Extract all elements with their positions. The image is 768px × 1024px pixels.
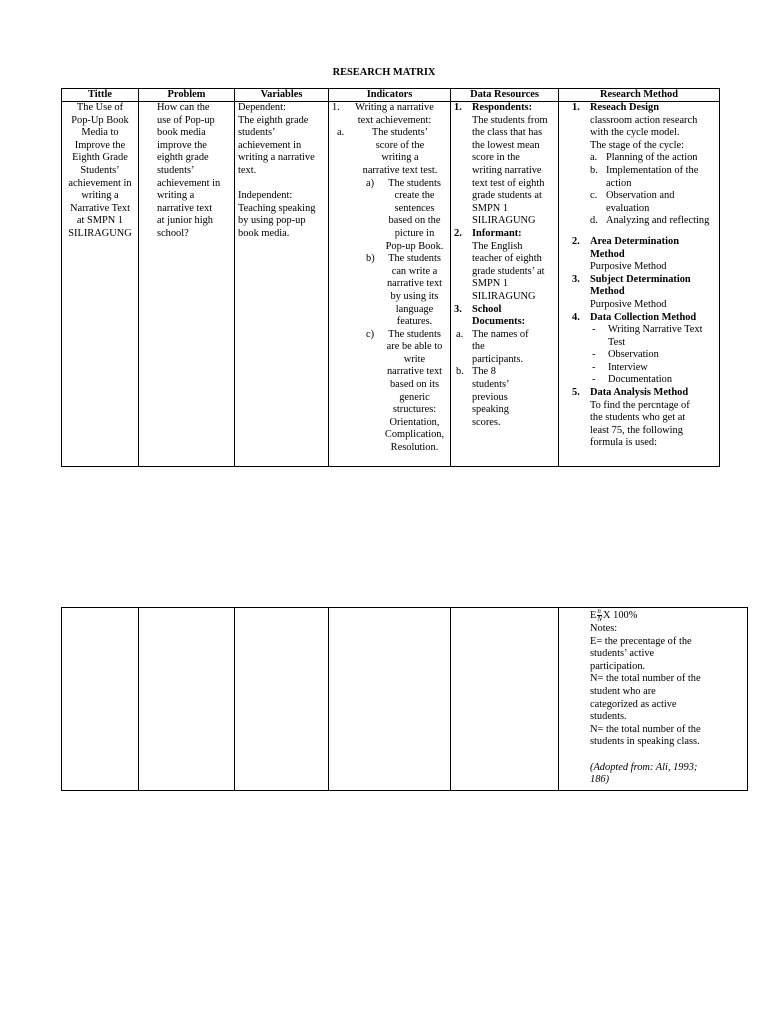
variables-cell (235, 102, 329, 467)
indicators-cell (329, 102, 451, 467)
header-row (62, 89, 720, 102)
source-citation: 186) (590, 774, 610, 786)
notes-line: students. (590, 711, 627, 723)
content-row (62, 102, 720, 467)
tittle-line: writing a (81, 190, 119, 202)
tittle-line: achievement in (68, 177, 132, 189)
notes-line: participation. (590, 660, 646, 672)
problem-line: at junior high (157, 215, 213, 227)
collection-item: - Observation (592, 349, 659, 361)
indicator-sub-b: b) The students can write a narrative text by using its language features. (366, 253, 443, 328)
problem-cell (139, 102, 235, 467)
method-collection: 4. Data Collection Method (572, 311, 697, 323)
formula-notes-cell (559, 608, 748, 791)
tittle-line: Improve the (74, 139, 126, 151)
variables-line: The eighth grade (238, 114, 309, 126)
empty-cell (451, 608, 559, 791)
problem-line: eighth grade (157, 152, 209, 164)
document-item-b: b. The 8 students’ previous speaking scores. (456, 366, 510, 428)
tittle-line: SILIRAGUNG (68, 227, 132, 239)
method-area: 2. Area Determination Method Purposive Method (572, 235, 679, 273)
variables-line: Independent: (238, 190, 293, 202)
stage-item: c. Observation and evaluation (590, 190, 675, 214)
variables-line: Teaching speaking (238, 202, 316, 214)
variables-line: achievement in (238, 139, 302, 151)
method-subject: 3. Subject Determination Method Purposive Method (572, 273, 691, 310)
notes-line: categorized as active (590, 698, 677, 710)
problem-line: narrative text (157, 202, 213, 214)
tittle-line: Eighth Grade (72, 152, 128, 164)
document-title: RESEARCH MATRIX (332, 67, 436, 78)
header-tittle: Tittle (62, 89, 139, 102)
tittle-cell (62, 102, 139, 467)
notes-line: N= the total number of the (590, 673, 701, 685)
variables-line: text. (238, 164, 257, 176)
data-resources-cell (451, 102, 559, 467)
header-indicators: Indicators (329, 89, 451, 102)
problem-line: writing a (157, 190, 195, 202)
header-research-method: Research Method (559, 89, 720, 102)
variables-line: students’ (238, 127, 276, 139)
notes-line: student who are (590, 685, 656, 697)
empty-cell (62, 608, 139, 791)
empty-cell (235, 608, 329, 791)
fraction: $\frac{n}{N}$ (597, 607, 603, 623)
tittle-line: Students’ (80, 164, 120, 176)
problem-line: improve the (157, 139, 207, 151)
problem-line: book media (157, 127, 206, 139)
header-problem: Problem (139, 89, 235, 102)
continuation-row (62, 608, 748, 791)
percentage-formula: E $\frac{n}{N}$ X 100% (590, 607, 638, 623)
tittle-line: at SMPN 1 (76, 215, 124, 227)
tittle-line: Media to (81, 127, 119, 139)
research-matrix-table (61, 88, 720, 467)
indicator-heading: 1. Writing a narrative text achievement: (332, 102, 434, 126)
research-method-cell (559, 102, 720, 467)
document-item-a: a. The names of the participants. (456, 328, 529, 365)
source-citation: (Adopted from: Ali, 1993; (590, 761, 698, 773)
variables-line: book media. (238, 227, 290, 239)
problem-line: use of Pop-up (157, 114, 215, 126)
notes-line: students in speaking class. (590, 736, 700, 748)
indicator-sub-a: a) The students create the sentences based on the picture in Pop-up Book. (366, 177, 444, 252)
school-documents: 3. School Documents: (454, 303, 526, 328)
research-matrix-continuation (61, 607, 748, 791)
problem-line: achievement in (157, 177, 221, 189)
tittle-line: Narrative Text (70, 202, 130, 214)
collection-item: - Interview (592, 361, 648, 373)
indicator-sub-c: c) The students are be able to write narrative text based on its generic structures: Orientation, Complication, Resolution. (366, 328, 445, 454)
header-variables: Variables (235, 89, 329, 102)
notes-line: Notes: (590, 623, 618, 634)
empty-cell (329, 608, 451, 791)
notes-line: N= the total number of the (590, 723, 701, 735)
problem-line: How can the (157, 102, 210, 113)
notes-line: E= the precentage of the (590, 635, 692, 647)
method-design: 1. Reseach Design classroom action research with the cycle model. The stage of the cycle: (572, 102, 698, 151)
method-analysis: 5. Data Analysis Method To find the percntage of the students who get at least 75, the following formula is used: (572, 387, 690, 449)
tittle-line: The Use of (76, 102, 124, 113)
variables-line: by using pop-up (238, 215, 306, 227)
stage-item: b. Implementation of the action (590, 164, 699, 189)
empty-cell (139, 608, 235, 791)
variables-line: Dependent: (238, 102, 286, 113)
notes-line: students’ active (590, 648, 655, 660)
stage-item: d. Analyzing and reflecting (590, 215, 710, 227)
respondents: 1. Respondents: The students from the class that has the lowest mean score in the writing narrative text test of eighth grade students at SMPN 1 SILIRAGUNG (454, 102, 548, 227)
problem-line: students’ (157, 164, 195, 176)
stage-item: a. Planning of the action (590, 152, 698, 164)
collection-item: - Writing Narrative Text Test (592, 324, 703, 348)
variables-line: writing a narrative (238, 152, 315, 164)
collection-item: - Documentation (592, 374, 673, 386)
problem-line: school? (157, 227, 189, 239)
header-data-resources: Data Resources (451, 89, 559, 102)
informant: 2. Informant: The English teacher of eighth grade students’ at SMPN 1 SILIRAGUNG (454, 227, 545, 302)
indicator-a: a. The students’ score of the writing a narrative text test. (337, 127, 438, 176)
tittle-line: Pop-Up Book (71, 114, 129, 126)
